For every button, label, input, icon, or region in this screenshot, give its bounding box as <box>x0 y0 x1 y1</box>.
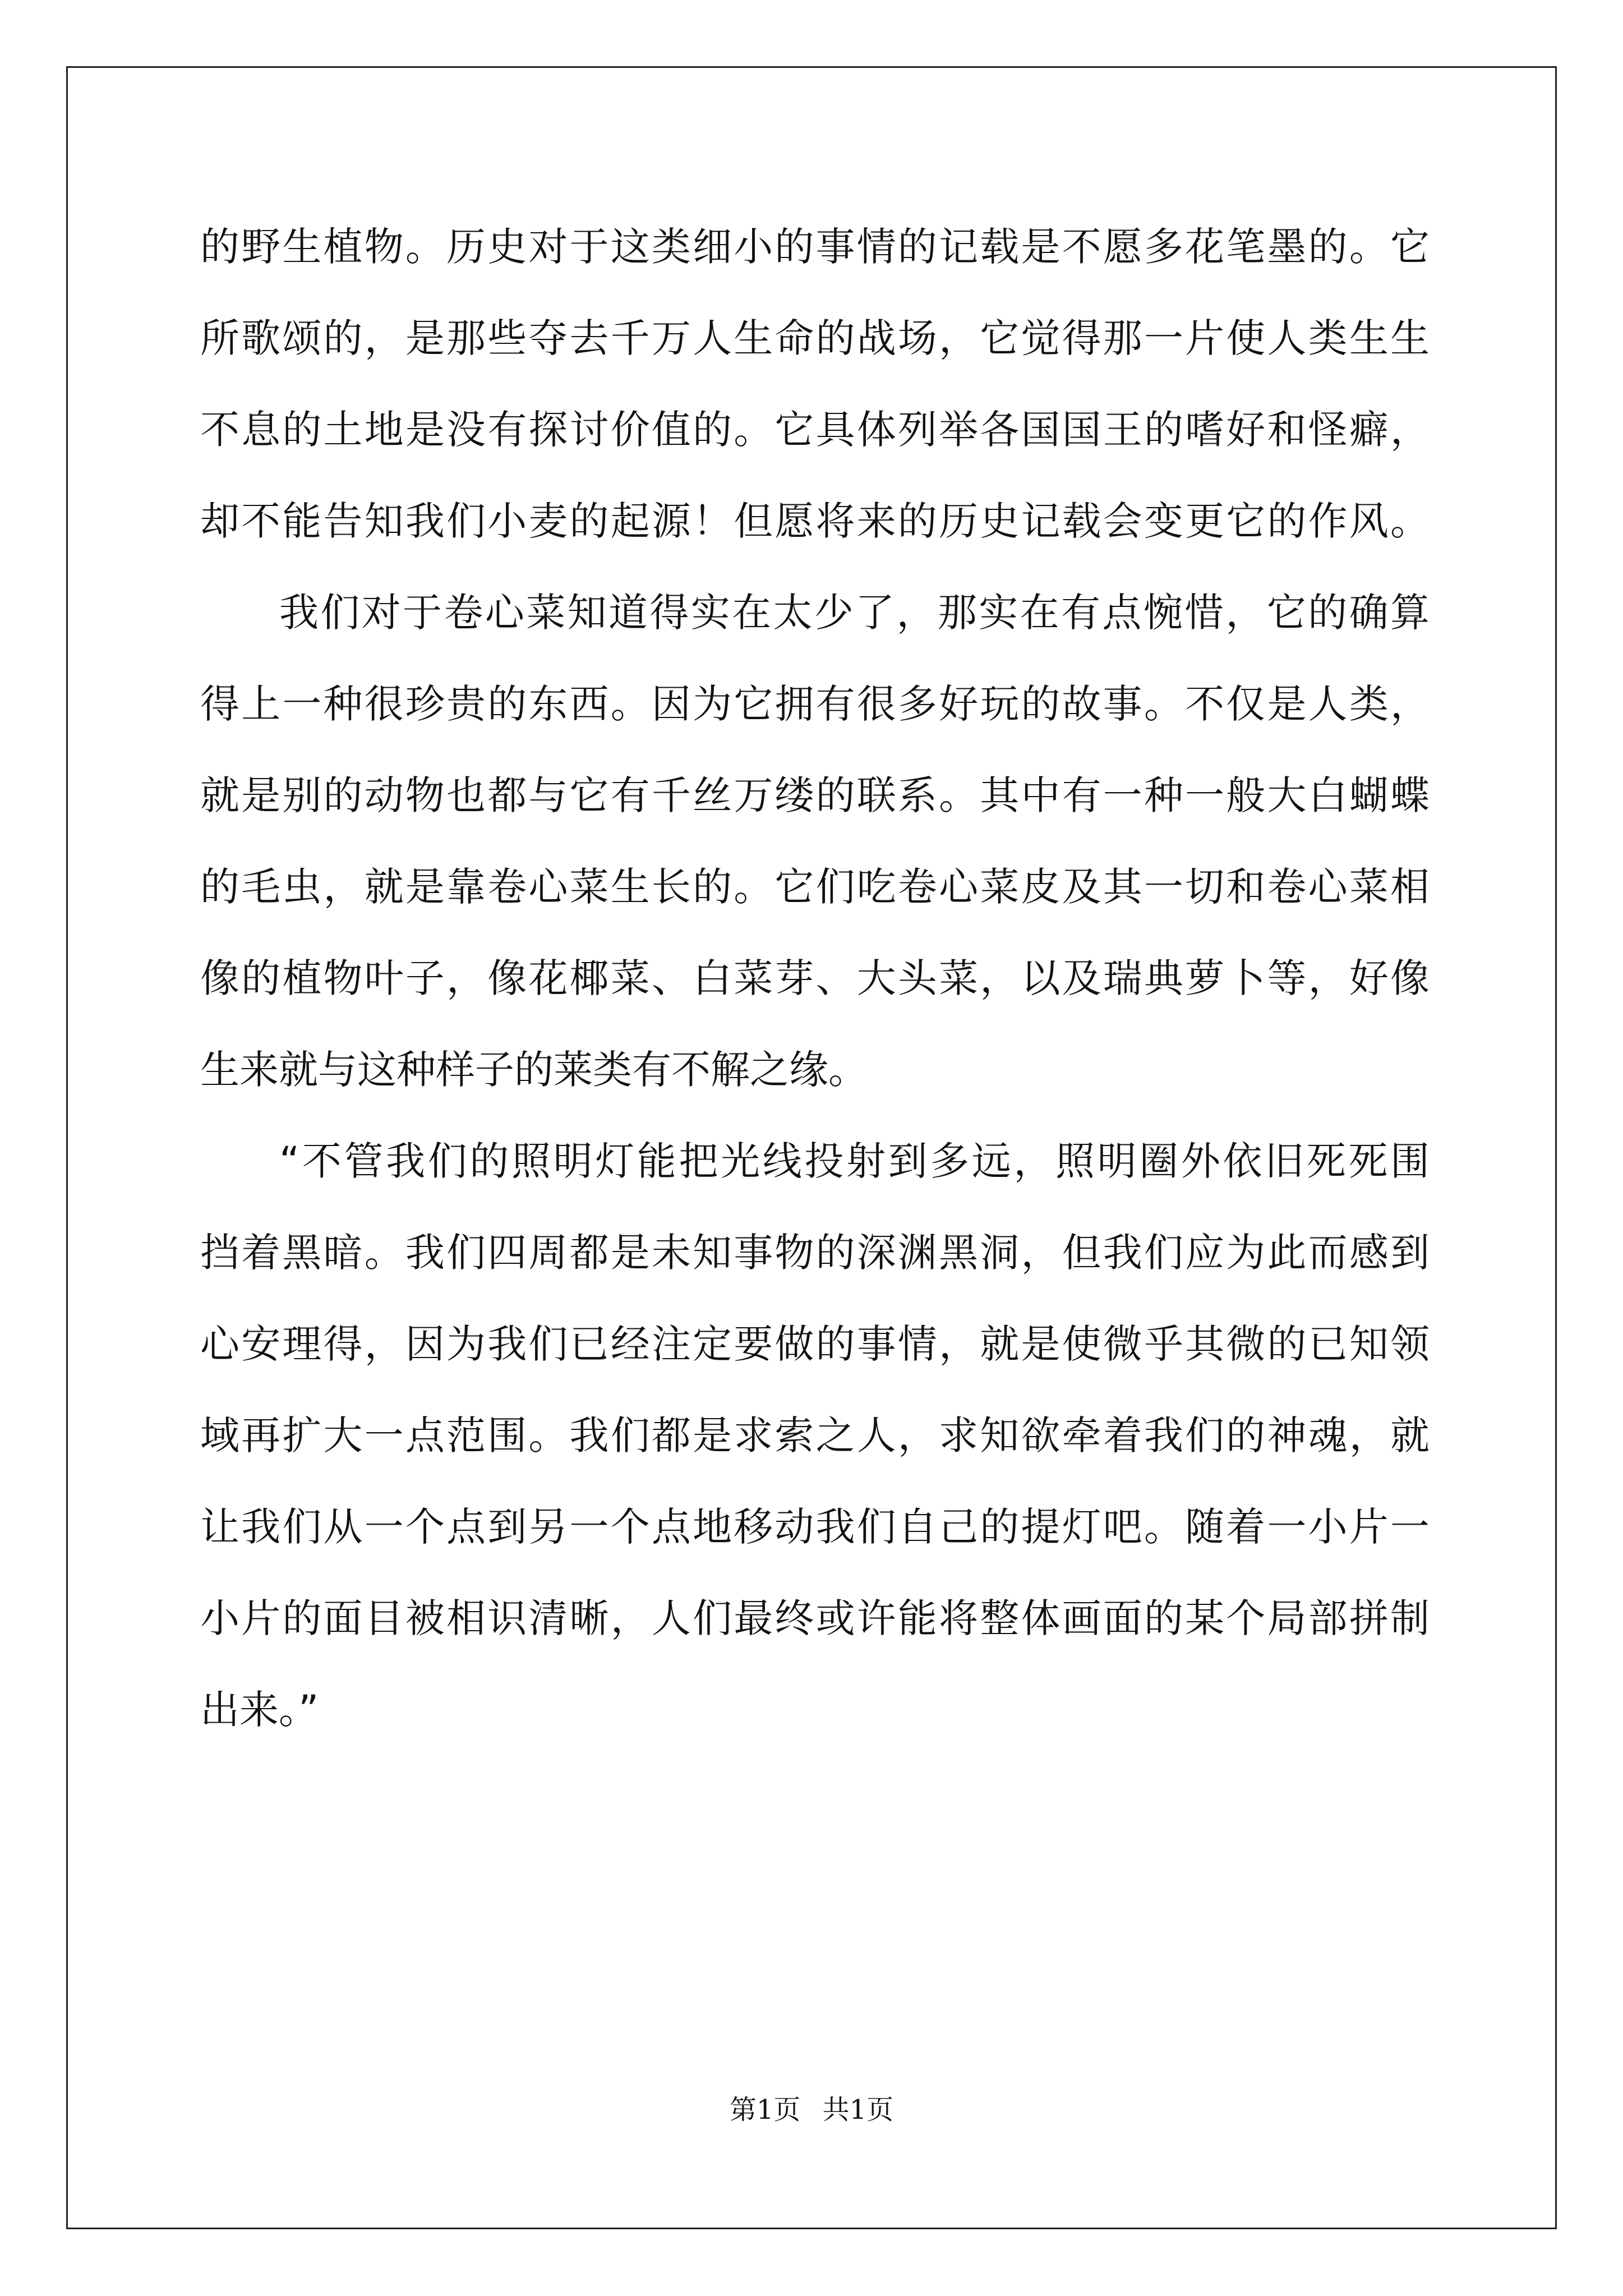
text-line: 却不能告知我们小麦的起源！但愿将来的历史记载会变更它的作风。 <box>200 498 1430 544</box>
paragraph-start-line: “不管我们的照明灯能把光线投射到多远，照明圈外依旧死死围 <box>279 1138 1430 1184</box>
text-line: 就是别的动物也都与它有千丝万缕的联系。其中有一种一般大白蝴蝶 <box>200 772 1430 818</box>
text-line: 的野生植物。历史对于这类细小的事情的记载是不愿多花笔墨的。它 <box>200 224 1430 270</box>
text-line: 挡着黑暗。我们四周都是未知事物的深渊黑洞，但我们应为此而感到 <box>200 1230 1430 1276</box>
text-line: 让我们从一个点到另一个点地移动我们自己的提灯吧。随着一小片一 <box>200 1504 1430 1550</box>
text-line: 生来就与这种样子的莱类有不解之缘。 <box>200 1047 868 1093</box>
text-line: 心安理得，因为我们已经注定要做的事情，就是使微乎其微的已知领 <box>200 1321 1430 1367</box>
text-line: 像的植物叶子，像花椰菜、白菜芽、大头菜，以及瑞典萝卜等，好像 <box>200 955 1430 1001</box>
text-line: 域再扩大一点范围。我们都是求索之人，求知欲牵着我们的神魂，就 <box>200 1412 1430 1458</box>
text-line: 出来。” <box>200 1687 319 1733</box>
text-line: 得上一种很珍贵的东西。因为它拥有很多好玩的故事。不仅是人类， <box>200 681 1430 727</box>
text-line: 不息的土地是没有探讨价值的。它具体列举各国国王的嗜好和怪癖， <box>200 407 1430 453</box>
page-number: 第1页 <box>729 2094 801 2125</box>
page-total: 共1页 <box>822 2094 894 2125</box>
paragraph-start-line: 我们对于卷心菜知道得实在太少了，那实在有点惋惜，它的确算 <box>279 590 1430 636</box>
text-line: 的毛虫，就是靠卷心菜生长的。它们吃卷心菜皮及其一切和卷心菜相 <box>200 864 1430 910</box>
text-line: 小片的面目被相识清晰，人们最终或许能将整体画面的某个局部拼制 <box>200 1595 1430 1641</box>
text-line: 所歌颂的，是那些夺去千万人生命的战场，它觉得那一片使人类生生 <box>200 315 1430 361</box>
page-footer <box>0 2090 1623 2129</box>
